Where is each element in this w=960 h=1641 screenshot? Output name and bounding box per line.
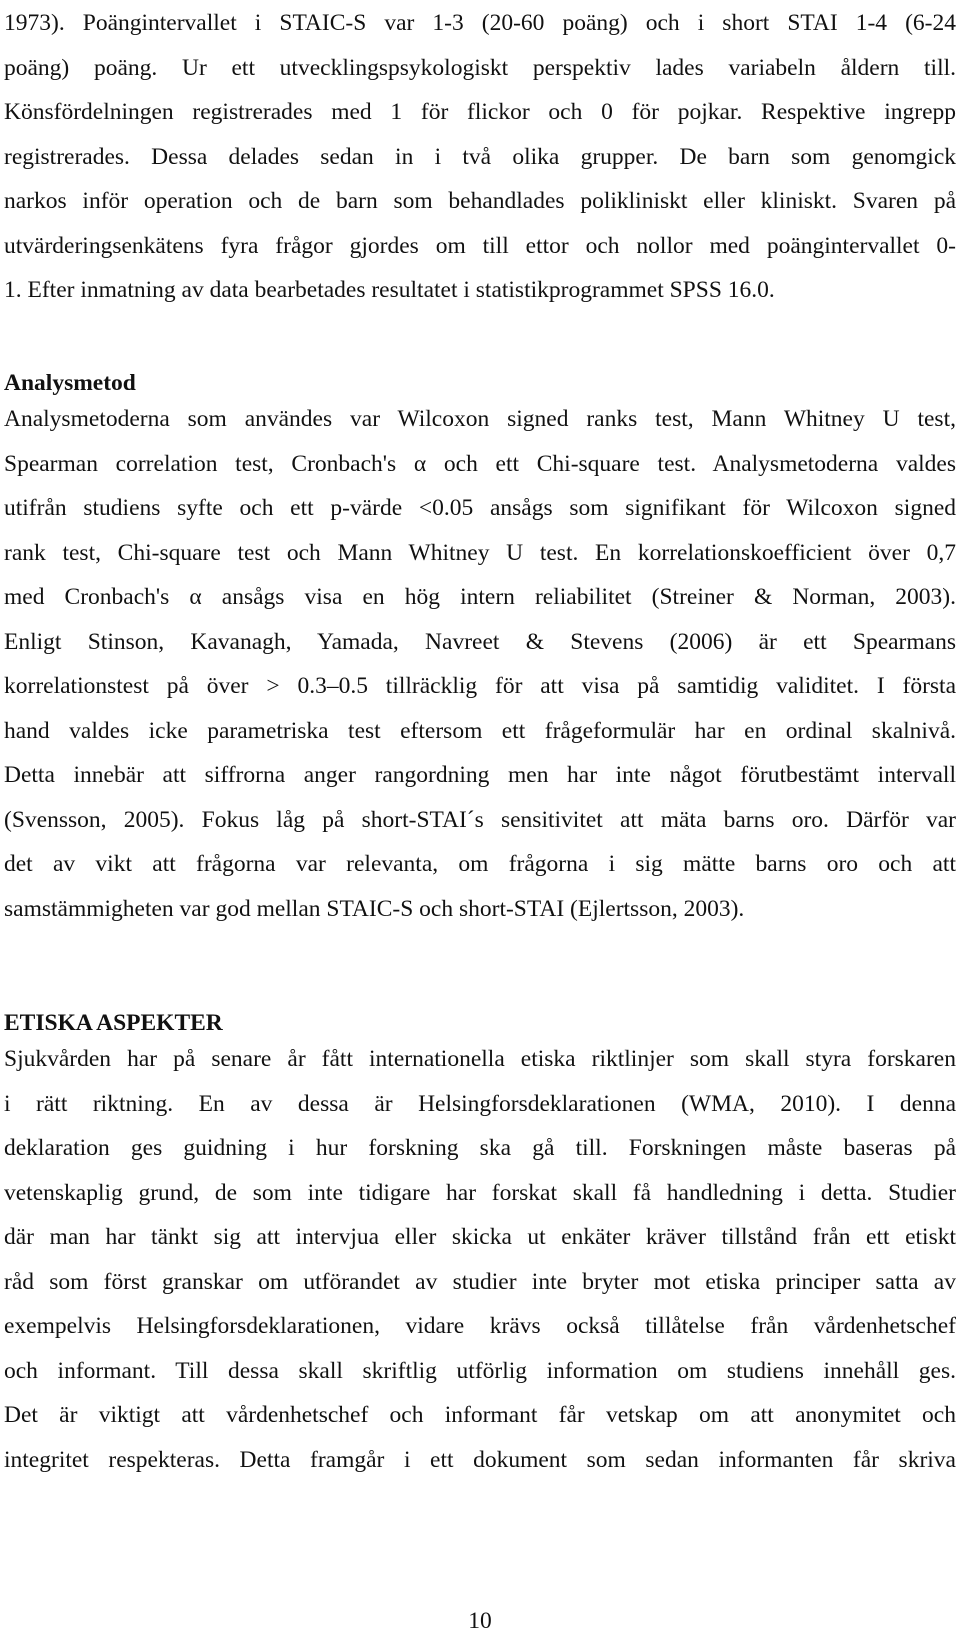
section-heading-etiska-aspekter: ETISKA ASPEKTER [4,1010,223,1036]
text-line: med Cronbach's α ansågs visa en hög intern reliabilitet (Streiner & Norman, 2003). [4,584,956,610]
text-line: utvärderingsenkätens fyra frågor gjordes om till ettor och nollor med poängintervallet 0- [4,232,956,259]
text-line: Spearman correlation test, Cronbach's α och ett Chi-square test. Analysmetoderna valdes [4,450,956,477]
text-line: samstämmigheten var god mellan STAIC-S och short-STAI (Ejlertsson, 2003). [4,895,745,922]
text-line: korrelationstest på över > 0.3–0.5 tillräcklig för att visa på samtidig validitet. I första [4,673,956,699]
text-line: 1973). Poängintervallet i STAIC-S var 1-3 (20-60 poäng) och i short STAI 1-4 (6-24 [4,10,956,36]
text-line: poäng) poäng. Ur ett utvecklingspsykologiskt perspektiv lades variabeln åldern till. [4,54,956,81]
paragraph-analysmetod [4,397,956,931]
text-line: registrerades. Dessa delades sedan in i två olika grupper. De barn som genomgick [4,143,956,170]
text-line: det av vikt att frågorna var relevanta, om frågorna i sig mätte barns oro och att [4,851,956,877]
text-line: råd som först granskar om utförandet av studier inte bryter mot etiska principer satta av [4,1268,956,1295]
text-line: där man har tänkt sig att intervjua eller skicka ut enkäter kräver tillstånd från ett etiskt [4,1224,956,1250]
paragraph-data-processing [4,1,956,313]
text-line: Sjukvården har på senare år fått internationella etiska riktlinjer som skall styra forskaren [4,1046,956,1072]
text-line: narkos inför operation och de barn som behandlades polikliniskt eller kliniskt. Svaren på [4,188,956,214]
text-line: integritet respekteras. Detta framgår i ett dokument som sedan informanten får skriva [4,1446,956,1473]
text-line: Enligt Stinson, Kavanagh, Yamada, Navreet & Stevens (2006) är ett Spearmans [4,628,956,655]
section-heading-analysmetod: Analysmetod [4,370,136,396]
text-line: hand valdes icke parametriska test eftersom ett frågeformulär har en ordinal skalnivå. [4,717,956,744]
text-line: Analysmetoderna som användes var Wilcoxon signed ranks test, Mann Whitney U test, [4,406,956,432]
text-line: i rätt riktning. En av dessa är Helsingforsdeklarationen (WMA, 2010). I denna [4,1090,956,1117]
document-page [4,0,956,1641]
text-line: deklaration ges guidning i hur forskning ska gå till. Forskningen måste baseras på [4,1135,956,1161]
page-number: 10 [468,1608,492,1634]
text-line: Könsfördelningen registrerades med 1 för flickor och 0 för pojkar. Respektive ingrepp [4,99,956,125]
text-line: Detta innebär att siffrorna anger rangordning men har inte något förutbestämt intervall [4,762,956,788]
text-line: 1. Efter inmatning av data bearbetades resultatet i statistikprogrammet SPSS 16.0. [4,277,775,303]
text-line: utifrån studiens syfte och ett p-värde <0.05 ansågs som signifikant för Wilcoxon signed [4,495,956,521]
text-line: (Svensson, 2005). Fokus låg på short-STAI´s sensitivitet att mäta barns oro. Därför var [4,806,956,833]
text-line: rank test, Chi-square test och Mann Whitney U test. En korrelationskoefficient över 0,7 [4,539,956,566]
text-line: exempelvis Helsingforsdeklarationen, vidare krävs också tillåtelse från vårdenhetschef [4,1313,956,1339]
paragraph-etiska-aspekter [4,1037,956,1482]
text-line: Det är viktigt att vårdenhetschef och informant får vetskap om att anonymitet och [4,1402,956,1428]
text-line: och informant. Till dessa skall skriftlig utförlig information om studiens innehåll ges. [4,1357,956,1384]
text-line: vetenskaplig grund, de som inte tidigare har forskat skall få handledning i detta. Studier [4,1179,956,1206]
